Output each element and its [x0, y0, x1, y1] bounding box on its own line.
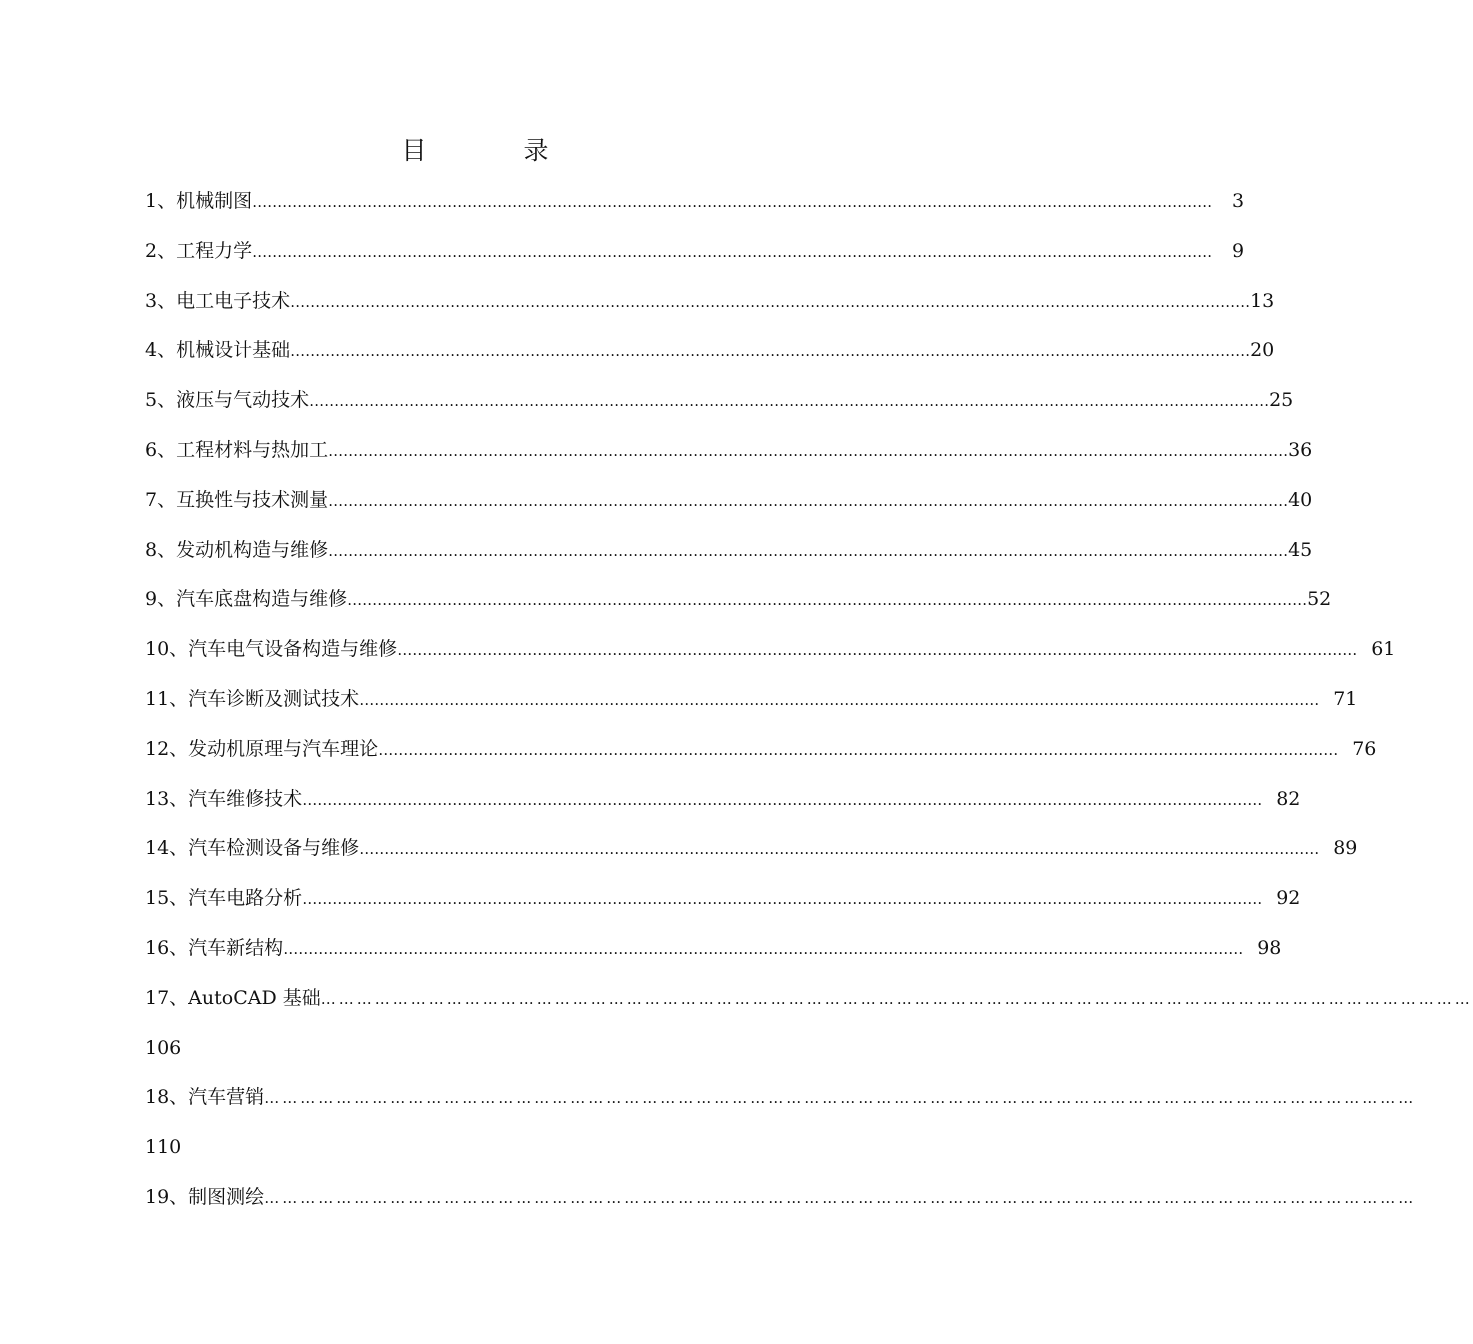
toc-entry-label: 7、互换性与技术测量 — [145, 488, 329, 511]
toc-entry-label: 14、汽车检测设备与维修 — [145, 837, 360, 860]
toc-entry[interactable] — [145, 631, 1396, 681]
toc-entry-label: 16、汽车新结构 — [145, 936, 284, 959]
toc-entry-page: 9 — [1232, 239, 1245, 262]
toc-entry-page: 45 — [1288, 538, 1313, 561]
toc-entry-label: 19、制图测绘 — [145, 1185, 265, 1208]
toc-entry-page: 52 — [1307, 588, 1332, 611]
toc-entry-label: 18、汽车营销 — [145, 1086, 265, 1109]
toc-entry-label: 10、汽车电气设备构造与维修 — [145, 638, 398, 661]
toc-entry-page: 89 — [1333, 837, 1358, 860]
toc-entry[interactable] — [145, 681, 1358, 731]
toc-entry[interactable] — [145, 930, 1282, 980]
toc-entry-page: 98 — [1257, 936, 1282, 959]
toc-entry-label: 9、汽车底盘构造与维修 — [145, 588, 348, 611]
toc-entry-label: 2、工程力学 — [145, 239, 253, 262]
toc-entry[interactable] — [145, 482, 1313, 532]
toc-entry[interactable] — [145, 830, 1358, 880]
toc-leader-dots: ………………………………………………………………………………………………………………………………………………………………………… — [347, 591, 1308, 610]
toc-leader-dots: ………………………………………………………………………………………………………………………………………………………………………… — [302, 790, 1263, 809]
toc-entry-page: 25 — [1269, 389, 1294, 412]
toc-entry-label: 3、电工电子技术 — [145, 289, 291, 312]
toc-entry[interactable] — [145, 1079, 1417, 1129]
toc-entry-label: 11、汽车诊断及测试技术 — [145, 687, 360, 710]
toc-entry-page: 82 — [1276, 787, 1301, 810]
toc-leader-dots: ………………………………………………………………………………………………………………………………………………………………………… — [290, 342, 1251, 361]
toc-entry[interactable] — [145, 183, 1245, 233]
toc-entry-label: 4、机械设计基础 — [145, 339, 291, 362]
toc-entry-label: 12、发动机原理与汽车理论 — [145, 737, 379, 760]
toc-entry[interactable] — [145, 880, 1301, 930]
toc-leader-dots: ………………………………………………………………………………………………………………………………………………………………………… — [290, 292, 1251, 311]
page-title: 目 录 — [401, 136, 585, 165]
toc-entry-page-wrapped: 110 — [145, 1136, 182, 1159]
toc-leader-dots: ………………………………………………………………………………………………………………………………………………………………………… — [302, 890, 1263, 909]
toc-entry[interactable] — [145, 731, 1377, 781]
toc-leader-dots: ………………………………………………………………………………………………………………………………………………………………………… — [264, 1188, 1417, 1207]
toc-entry-page: 13 — [1250, 289, 1275, 312]
toc-entry-label: 8、发动机构造与维修 — [145, 538, 329, 561]
toc-leader-dots: ………………………………………………………………………………………………………………………………………………………………………… — [252, 242, 1213, 261]
toc-entry[interactable] — [145, 1179, 1417, 1229]
toc-leader-dots: ………………………………………………………………………………………………………………………………………………………………………… — [320, 989, 1473, 1008]
toc-entry-page: 36 — [1288, 438, 1313, 461]
table-of-contents — [145, 183, 1473, 1229]
toc-leader-dots: ………………………………………………………………………………………………………………………………………………………………………… — [359, 690, 1320, 709]
toc-entry-page: 61 — [1371, 638, 1396, 661]
toc-leader-dots: ………………………………………………………………………………………………………………………………………………………………………… — [378, 740, 1339, 759]
toc-entry-label: 17、AutoCAD 基础 — [145, 986, 321, 1009]
toc-entry[interactable] — [145, 581, 1332, 631]
toc-entry[interactable] — [145, 382, 1294, 432]
toc-entry-page: 3 — [1232, 190, 1245, 212]
toc-entry-page: 71 — [1333, 687, 1358, 710]
toc-entry[interactable] — [145, 332, 1275, 382]
toc-entry-label: 6、工程材料与热加工 — [145, 438, 329, 461]
toc-entry-label: 1、机械制图 — [145, 190, 253, 212]
toc-leader-dots: ………………………………………………………………………………………………………………………………………………………………………… — [264, 1089, 1417, 1108]
toc-entry-label: 15、汽车电路分析 — [145, 887, 303, 910]
toc-entry-page: 40 — [1288, 488, 1313, 511]
toc-entry[interactable] — [145, 432, 1313, 482]
toc-leader-dots: ………………………………………………………………………………………………………………………………………………………………………… — [309, 392, 1270, 411]
toc-entry[interactable] — [145, 283, 1275, 333]
toc-entry-label: 5、液压与气动技术 — [145, 389, 310, 412]
toc-entry-page-wrapped: 106 — [145, 1036, 182, 1059]
toc-leader-dots: ………………………………………………………………………………………………………………………………………………………………………… — [397, 641, 1358, 660]
toc-entry-page: 92 — [1276, 887, 1301, 910]
toc-entry-page: 20 — [1250, 339, 1275, 362]
toc-leader-dots: ………………………………………………………………………………………………………………………………………………………………………… — [359, 840, 1320, 859]
toc-leader-dots: ………………………………………………………………………………………………………………………………………………………………………… — [328, 491, 1289, 510]
toc-leader-dots: ………………………………………………………………………………………………………………………………………………………………………… — [328, 441, 1289, 460]
toc-leader-dots: ………………………………………………………………………………………………………………………………………………………………………… — [283, 939, 1244, 958]
toc-entry[interactable] — [145, 233, 1245, 283]
toc-entry[interactable] — [145, 532, 1313, 582]
toc-entry-page: 76 — [1352, 737, 1377, 760]
toc-leader-dots: ………………………………………………………………………………………………………………………………………………………………………… — [328, 541, 1289, 560]
toc-entry[interactable] — [145, 781, 1301, 831]
toc-leader-dots: ………………………………………………………………………………………………………………………………………………………………………… — [252, 193, 1213, 211]
toc-entry-label: 13、汽车维修技术 — [145, 787, 303, 810]
toc-entry[interactable] — [145, 980, 1473, 1030]
